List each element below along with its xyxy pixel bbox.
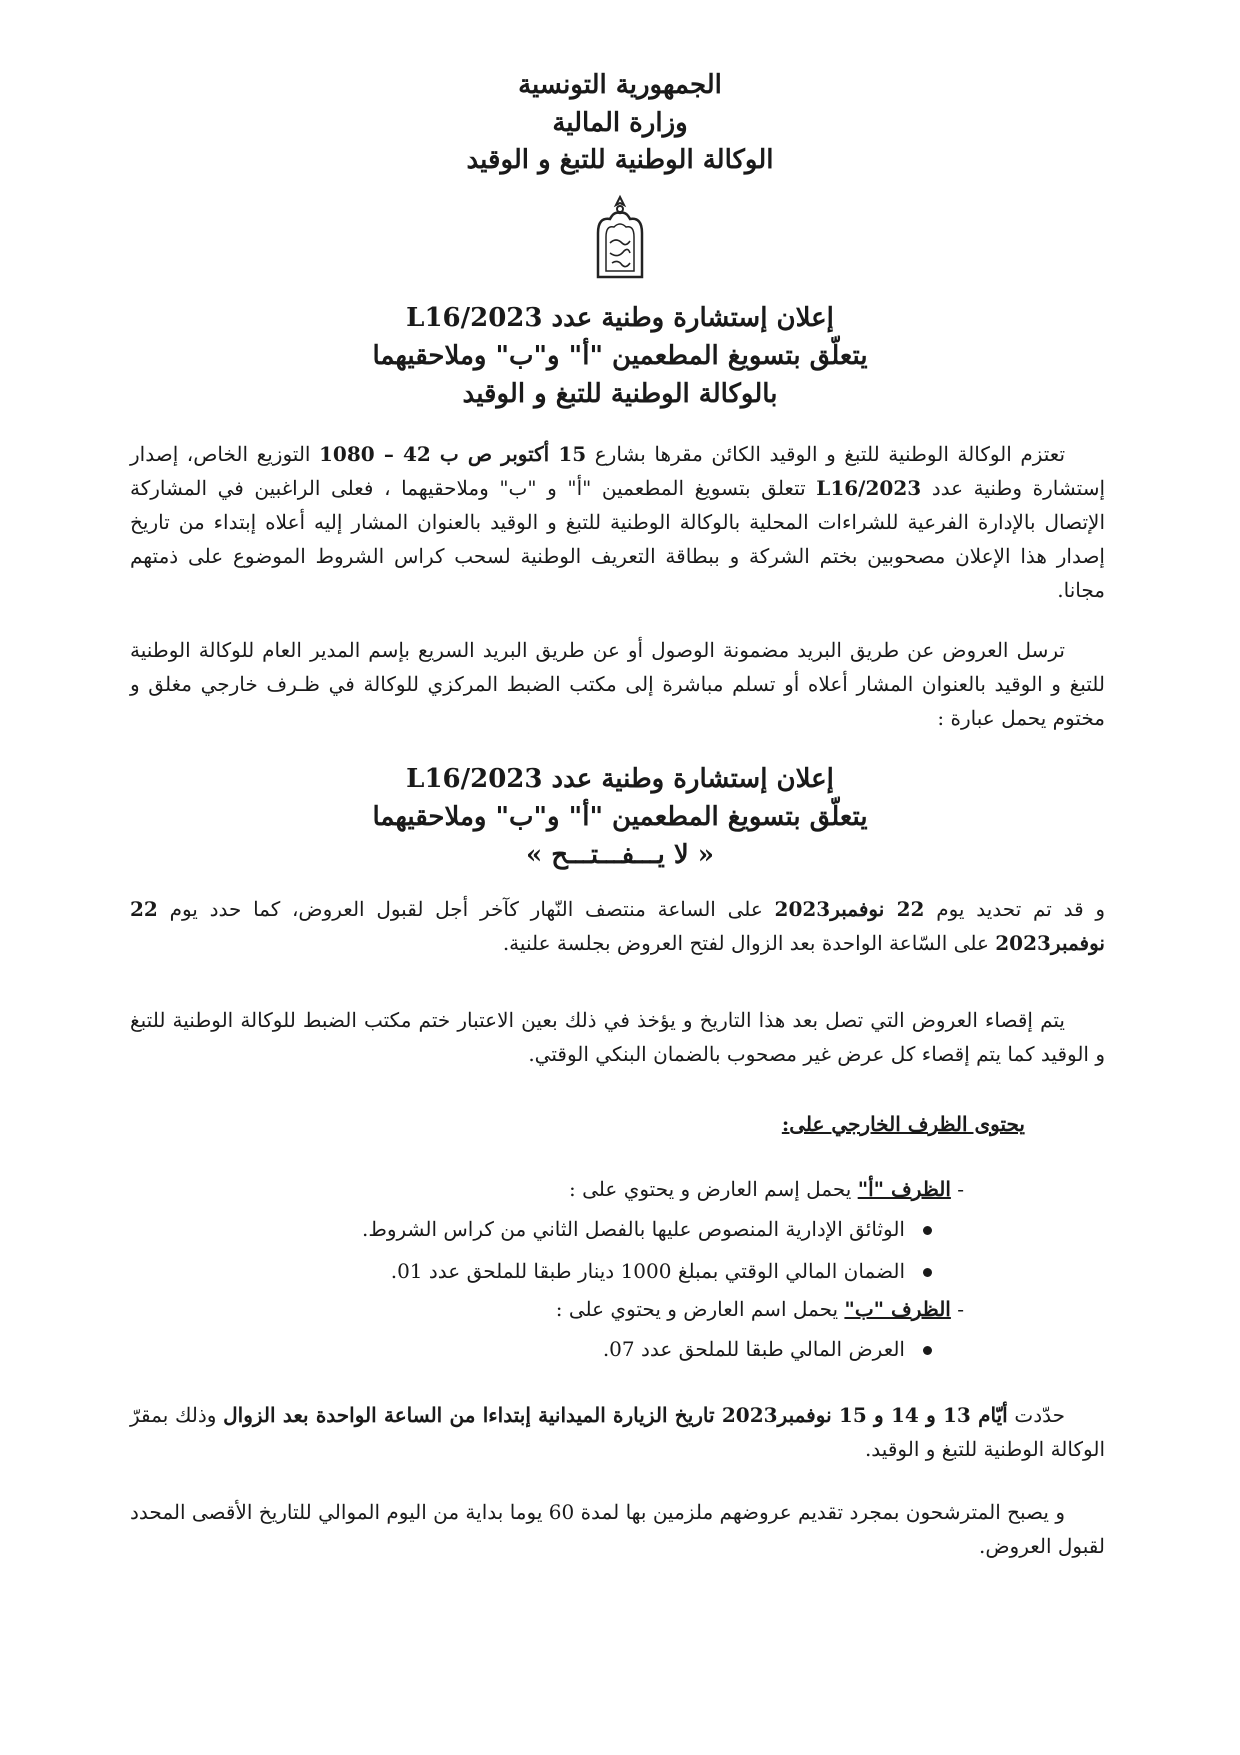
bullet-icon: [923, 1268, 932, 1277]
deadline-text-1: و قد تم تحديد يوم: [936, 897, 1106, 921]
envelope-b-line: [556, 1292, 964, 1326]
list-item-text: الوثائق الإدارية المنصوص عليها بالفصل الثاني من كراس الشروط.: [361, 1217, 905, 1241]
bullet-icon: [923, 1226, 932, 1235]
visit-dates: أيّام 13 و 14 و 15 نوفمبر2023 تاريخ الزيارة الميدانية إبتداءا من الساعة الواحدة بعد الزوال: [223, 1403, 1008, 1427]
envelope-a-line: [569, 1172, 964, 1206]
list-item-text: العرض المالي طبقا للملحق عدد 07.: [602, 1337, 905, 1361]
validity-paragraph: و يصبح المترشحون بمجرد تقديم عروضهم ملزمين بها لمدة 60 يوما بداية من اليوم الموالي للتاريخ الأقصى المحدد لقبول العروض.: [130, 1500, 1105, 1558]
intro-text-2: التوزيع الخاص، إصدار إستشارة وطنية عدد: [130, 442, 1106, 500]
deadline-paragraph: [130, 892, 1105, 960]
visit-text-2: وذلك بمقرّ الوكالة الوطنية للتبغ و الوقيد.: [130, 1403, 1105, 1461]
announcement-agency: بالوكالة الوطنية للتبغ و الوقيد: [462, 379, 778, 409]
contents-heading: يحتوى الظرف الخارجي على:: [781, 1112, 1025, 1136]
deadline-text-3: على السّاعة الواحدة بعد الزوال لفتح العروض بجلسة علنية.: [502, 931, 989, 955]
ministry-name: وزارة المالية: [552, 108, 688, 138]
intro-text-3: تتعلق بتسويغ المطعمين "أ" و "ب" وملاحقيهما ، فعلى الراغبين في المشاركة الإتصال بالإدارة الفرعية للشراءات المحلية بالوكالة الوطنية للتبغ و الوقيد بالعنوان المشار إليه أعلاه إبتداء من تاريخ إصدار هذا الإعلان مصحوبين بختم الشركة و ببطاقة التعريف الوطنية لسحب كراس الشروط الموضوع على ذمتهم مجانا.: [130, 476, 1105, 602]
intro-paragraph: [130, 437, 1105, 607]
agency-name: الوكالة الوطنية للتبغ و الوقيد: [466, 145, 774, 175]
dash-marker: -: [957, 1297, 964, 1321]
envelope-a-text: يحمل إسم العارض و يحتوي على :: [569, 1177, 852, 1201]
opening-date: 22 نوفمبر2023: [130, 897, 1105, 955]
intro-text-1: تعتزم الوكالة الوطنية للتبغ و الوقيد الكائن مقرها بشارع: [594, 442, 1066, 466]
contents-heading-row: [130, 1107, 1105, 1141]
list-item: [603, 1332, 932, 1366]
envelope-b-label: الظرف "ب": [844, 1297, 951, 1321]
consultation-number: 2023/L16: [816, 476, 922, 500]
visit-text-1: حدّدت: [1014, 1403, 1066, 1427]
list-item: [391, 1254, 932, 1288]
dash-marker: -: [957, 1177, 964, 1201]
bullet-icon: [923, 1346, 932, 1355]
announcement-title: إعلان إستشارة وطنية عدد 2023/L16: [406, 303, 834, 333]
list-item-text: الضمان المالي الوقتي بمبلغ 1000 دينار طبقا للملحق عدد 01.: [390, 1259, 905, 1283]
delivery-paragraph: ترسل العروض عن طريق البريد مضمونة الوصول أو عن طريق البريد السريع بإسم المدير العام للوكالة الوطنية للتبغ و الوقيد بالعنوان المشار أعلاه أو تسلم مباشرة إلى مكتب الضبط المركزي للوكالة في ظـرف خارجي مغلق و مختوم يحمل عبارة :: [130, 638, 1105, 730]
agency-logo-icon: [584, 193, 656, 281]
intro-address: 15 أكتوبر ص ب 42 – 1080: [319, 442, 587, 466]
announcement-subject: يتعلّق بتسويغ المطعمين "أ" و"ب" وملاحقيهما: [372, 341, 868, 371]
envelope-label-subject: يتعلّق بتسويغ المطعمين "أ" و"ب" وملاحقيهما: [372, 802, 868, 832]
envelope-b-text: يحمل اسم العارض و يحتوي على :: [555, 1297, 839, 1321]
envelope-label-title: إعلان إستشارة وطنية عدد 2023/L16: [406, 764, 834, 794]
deadline-text-2: على الساعة منتصف النّهار كآخر أجل لقبول العروض، كما حدد يوم: [169, 897, 763, 921]
deadline-date: 22 نوفمبر2023: [774, 897, 925, 921]
exclusion-paragraph: يتم إقصاء العروض التي تصل بعد هذا التاريخ و يؤخذ في ذلك بعين الاعتبار ختم مكتب الضبط للوكالة الوطنية للتبغ و الوقيد كما يتم إقصاء كل عرض غير مصحوب بالضمان البنكي الوقتي.: [130, 1008, 1105, 1066]
country-name: الجمهورية التونسية: [518, 70, 722, 100]
site-visit-paragraph: [130, 1398, 1105, 1466]
envelope-a-label: الظرف "أ": [857, 1177, 951, 1201]
list-item: [362, 1212, 932, 1246]
envelope-label-do-not-open: « لا يـــفـــتـــح »: [525, 840, 715, 870]
